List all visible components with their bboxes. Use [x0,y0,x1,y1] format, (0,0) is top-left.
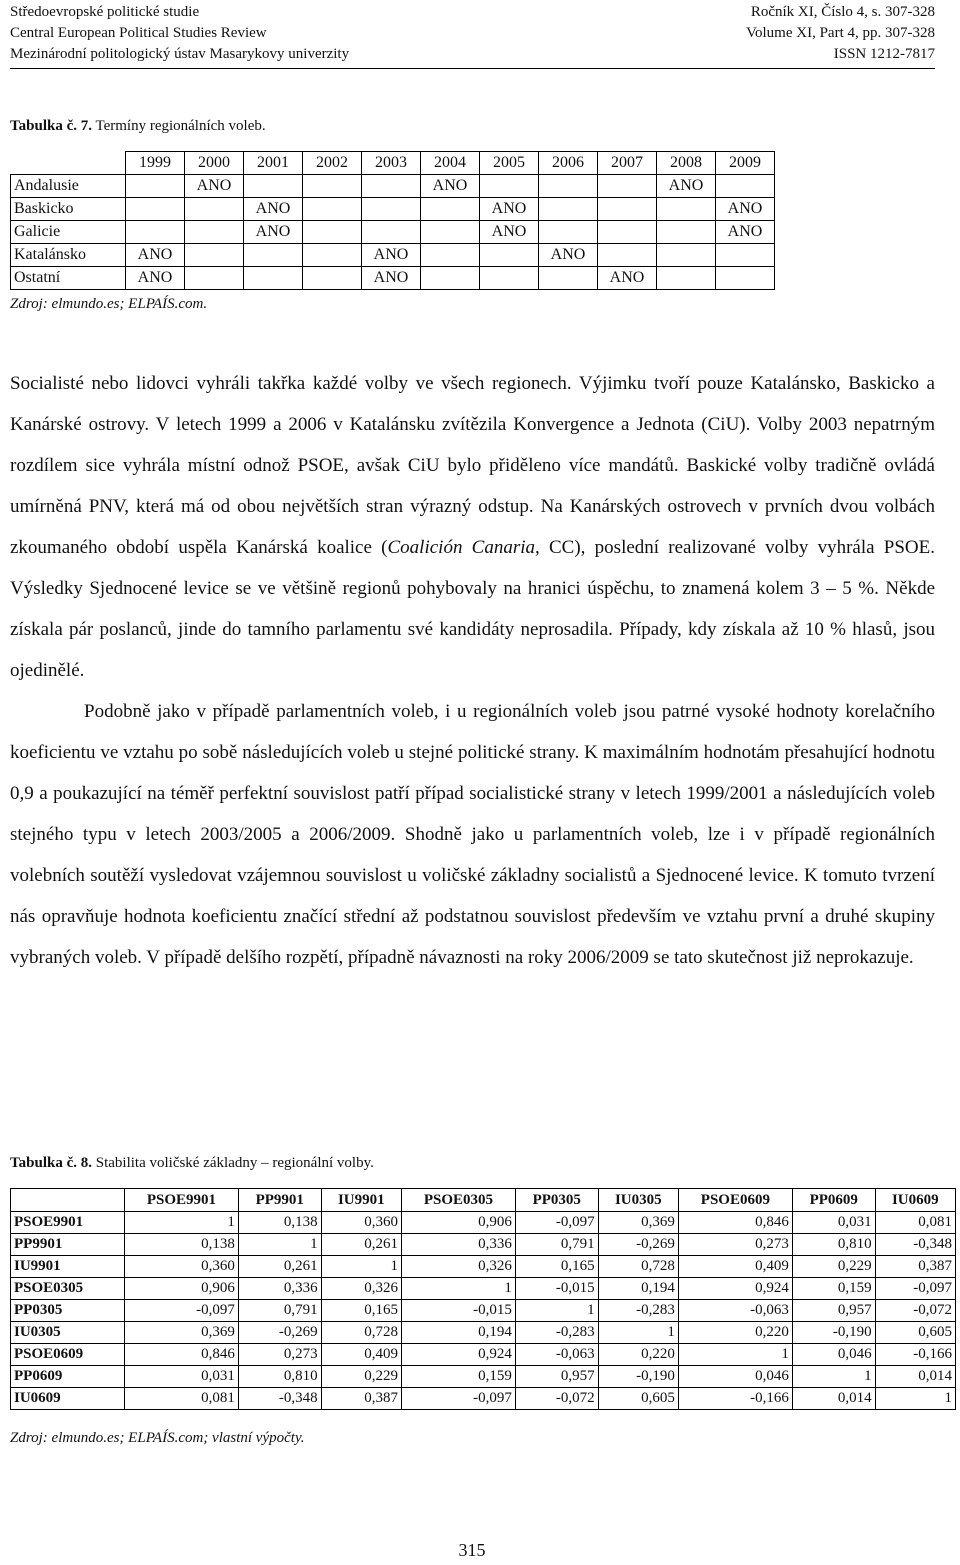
table8-cell: 1 [875,1388,955,1410]
table7-year-header: 2005 [480,152,539,175]
article-body [10,363,935,978]
table8-cell: 1 [321,1256,401,1278]
table8-cell: 0,165 [515,1256,598,1278]
table8-cell: -0,097 [515,1212,598,1234]
journal-name-en: Central European Political Studies Review [10,25,267,41]
table8-column-header: PP9901 [238,1189,321,1212]
table8-cell: 0,194 [401,1322,515,1344]
issn: ISSN 1212-7817 [833,46,935,62]
table7-cell [657,244,716,267]
table7-year-header: 1999 [126,152,185,175]
table8-cell: -0,097 [124,1300,238,1322]
table-row [11,1322,956,1344]
table7-cell [303,267,362,290]
table7-year-header: 2007 [598,152,657,175]
running-header-line-2 [10,23,935,43]
table8-column-header: IU0609 [875,1189,955,1212]
table7-cell: ANO [716,221,775,244]
table8-cell: -0,269 [598,1234,678,1256]
table8-cell: 0,138 [238,1212,321,1234]
table7-year-header: 2009 [716,152,775,175]
table7-cell [539,198,598,221]
table8-cell: 0,369 [124,1322,238,1344]
table7-cell [480,244,539,267]
table8-cell: 0,159 [792,1278,875,1300]
table8-cell: 1 [124,1212,238,1234]
table7-cell [362,175,421,198]
paragraph-1-text-a: Socialisté nebo lidovci vyhráli takřka každé volby ve všech regionech. Výjimku tvoří pouze Katalánsko, Baskicko a Kanárské ostrovy. V letech 1999 a 2006 v Katalánsku zvítězila Konvergence a Jednota (CiU). Volby 2003 nepatrným rozdílem sice vyhrála místní odnož PSOE, avšak CiU bylo přiděleno více mandátů. Baskické volby tradičně ovládá umírněná PNV, která má od obou největších stran výrazný odstup. Na Kanárských ostrovech v prvních dvou volbách zkoumaného období uspěla Kanárská koalice ( [10,373,935,558]
table7-year-header: 2006 [539,152,598,175]
table8-cell: -0,283 [598,1300,678,1322]
table7-year-header: 2000 [185,152,244,175]
table8-cell: 0,360 [124,1256,238,1278]
table8-cell: 0,165 [321,1300,401,1322]
table7-cell [421,198,480,221]
table8-cell: 1 [401,1278,515,1300]
table8-row-label: PSOE9901 [11,1212,125,1234]
table7-label: Tabulka č. 7. [10,118,92,134]
table8-cell: 0,273 [678,1234,792,1256]
table8-column-header: IU9901 [321,1189,401,1212]
table8-cell: -0,348 [875,1234,955,1256]
header-rule [10,68,935,69]
table7-cell [185,244,244,267]
table7-region-name: Galicie [11,221,126,244]
table8-cell: 0,326 [401,1256,515,1278]
table7-corner [11,152,126,175]
paragraph-2: Podobně jako v případě parlamentních voleb, i u regionálních voleb jsou patrné vysoké hodnoty korelačního koeficientu ve vztahu po sobě následujících voleb u stejné politické strany. K maximálním hodnotám přesahující hodnotu 0,9 a poukazující na téměř perfektní souvislost patří případ socialistické strany v letech 1999/2001 a následujících voleb stejného typu v letech 2003/2005 a 2006/2009. Shodně jako u parlamentních voleb, lze i v případě regionálních volebních soutěží vysledovat vzájemnou souvislost u voličské základny socialistů a Sjednocené levice. K tomuto tvrzení nás opravňuje hodnota koeficientu značící střední až podstatnou souvislost především ve vztahu první a druhé skupiny vybraných voleb. V případě delšího rozpětí, případně návaznosti na roky 2006/2009 se tato skutečnost již neprokazuje. [10,701,935,968]
paragraph-1 [10,363,935,691]
table8-cell: 0,031 [792,1212,875,1234]
table8-cell: -0,072 [515,1388,598,1410]
table8-cell: 0,605 [875,1322,955,1344]
table8-cell: 0,220 [598,1344,678,1366]
table8-row-label: IU0609 [11,1388,125,1410]
table8-source: Zdroj: elmundo.es; ELPAÍS.com; vlastní výpočty. [10,1430,305,1446]
table-row [11,1278,956,1300]
table8-cell: 0,728 [321,1322,401,1344]
table8-cell: 1 [678,1344,792,1366]
table8-cell: -0,190 [792,1322,875,1344]
table-row [11,221,775,244]
table8-cell: 0,194 [598,1278,678,1300]
table-row [11,175,775,198]
table8-cell: 0,326 [321,1278,401,1300]
table7-region-name: Baskicko [11,198,126,221]
table8-cell: 0,360 [321,1212,401,1234]
table7-cell [362,198,421,221]
table7-cell [303,198,362,221]
table8-cell: 0,791 [515,1234,598,1256]
table7-cell [657,267,716,290]
table8-column-header: PSOE0609 [678,1189,792,1212]
table8-cell: 0,924 [401,1344,515,1366]
table8-cell: 0,409 [678,1256,792,1278]
table8-cell: 0,014 [792,1388,875,1410]
table7-cell: ANO [539,244,598,267]
table-row [11,1234,956,1256]
table8-row-label: PP0609 [11,1366,125,1388]
table8-cell: 0,336 [238,1278,321,1300]
table8-cell: 0,409 [321,1344,401,1366]
table7-cell [539,175,598,198]
table7-cell [598,198,657,221]
table7-cell [539,221,598,244]
table8-column-header: IU0305 [598,1189,678,1212]
table8-cell: 0,031 [124,1366,238,1388]
table8-cell: 0,369 [598,1212,678,1234]
table8-cell: 0,229 [321,1366,401,1388]
table8-cell: -0,063 [678,1300,792,1322]
volume-issue-cz: Ročník XI, Číslo 4, s. 307-328 [750,4,935,20]
table8-cell: 0,387 [875,1256,955,1278]
table7-source: Zdroj: elmundo.es; ELPAÍS.com. [10,296,208,312]
table8-cell: 0,081 [875,1212,955,1234]
table-row [11,244,775,267]
table8-cell: -0,348 [238,1388,321,1410]
table8-cell: 0,957 [515,1366,598,1388]
table8-cell: 0,810 [792,1234,875,1256]
correlation-table [10,1188,956,1410]
table7-cell: ANO [126,267,185,290]
table7-region-name: Ostatní [11,267,126,290]
table7-cell [657,221,716,244]
table7-cell: ANO [480,221,539,244]
table8-cell: -0,269 [238,1322,321,1344]
table8-cell: 1 [515,1300,598,1322]
table7-cell: ANO [244,198,303,221]
table8-cell: 0,791 [238,1300,321,1322]
table8-title: Stabilita voličské základny – regionální volby. [95,1155,374,1171]
table8-cell: 0,046 [792,1344,875,1366]
table7-cell [185,198,244,221]
election-dates-table [10,151,775,290]
publisher-name: Mezinárodní politologický ústav Masarykovy univerzity [10,46,350,62]
table7-year-header: 2003 [362,152,421,175]
table8-cell: -0,097 [875,1278,955,1300]
table8-cell: 0,273 [238,1344,321,1366]
table7-region-name: Andalusie [11,175,126,198]
table-row [11,1212,956,1234]
table8-cell: 0,081 [124,1388,238,1410]
table-row [11,1256,956,1278]
table8-cell: 0,014 [875,1366,955,1388]
table-row [11,267,775,290]
table8-cell: 0,906 [124,1278,238,1300]
paragraph-1-text-b: , CC), poslední realizované volby vyhrála PSOE. Výsledky Sjednocené levice se ve většině regionů pohybovaly na hranici úspěchu, to znamená kolem 3 – 5 %. Někde získala pár poslanců, jinde do tamního parlamentu své kandidáty neprosadila. Případy, kdy získala až 10 % hlasů, jsou ojedinělé. [10,537,935,681]
table7-cell [716,267,775,290]
table7-cell [126,221,185,244]
table7-cell [539,267,598,290]
table7-cell [421,221,480,244]
table8-cell: 1 [598,1322,678,1344]
table7-cell: ANO [185,175,244,198]
running-header-line-3 [10,44,935,64]
table7-cell: ANO [657,175,716,198]
table-row [11,198,775,221]
table8-cell: -0,063 [515,1344,598,1366]
table7-cell: ANO [716,198,775,221]
table7-cell [362,221,421,244]
table8-cell: 0,229 [792,1256,875,1278]
table8-cell: 1 [238,1234,321,1256]
table8-column-header: PSOE9901 [124,1189,238,1212]
table8-cell: 0,159 [401,1366,515,1388]
table7-year-header: 2002 [303,152,362,175]
table8-cell: 0,810 [238,1366,321,1388]
table7-cell: ANO [598,267,657,290]
table7-cell: ANO [480,198,539,221]
table8-cell: 0,728 [598,1256,678,1278]
table8-cell: 0,220 [678,1322,792,1344]
table7-cell [185,267,244,290]
table8-cell: 0,846 [124,1344,238,1366]
table8-column-header: PP0305 [515,1189,598,1212]
table8-cell: 0,906 [401,1212,515,1234]
table8-cell: 0,605 [598,1388,678,1410]
table7-cell [126,198,185,221]
running-header-line-1 [10,2,935,22]
table8-cell: 0,846 [678,1212,792,1234]
table8-corner [11,1189,125,1212]
table7-cell [303,221,362,244]
table8-cell: 1 [792,1366,875,1388]
table8-row-label: IU9901 [11,1256,125,1278]
table7-year-header: 2001 [244,152,303,175]
table7-year-header: 2008 [657,152,716,175]
table8-label: Tabulka č. 8. [10,1155,92,1171]
table8-cell: 0,336 [401,1234,515,1256]
table7-cell: ANO [244,221,303,244]
table7-cell [598,175,657,198]
table8-row-label: PP9901 [11,1234,125,1256]
table8-column-header: PSOE0305 [401,1189,515,1212]
table7-cell [244,267,303,290]
table-row [11,1388,956,1410]
table8-cell: -0,166 [875,1344,955,1366]
table7-cell [716,244,775,267]
table7-year-header: 2004 [421,152,480,175]
page-number: 315 [458,1540,486,1560]
table8-cell: 0,261 [321,1234,401,1256]
table8-header-row [11,1189,956,1212]
table8-cell: 0,924 [678,1278,792,1300]
table-row [11,1366,956,1388]
table8-cell: 0,387 [321,1388,401,1410]
table7-cell [657,198,716,221]
table-row [11,1300,956,1322]
table7-cell [421,267,480,290]
table7-cell [598,244,657,267]
table8-cell: 0,138 [124,1234,238,1256]
table8-body [11,1212,956,1410]
table8-caption [10,1155,374,1172]
table7-cell: ANO [421,175,480,198]
table7-cell: ANO [126,244,185,267]
table8-cell: -0,097 [401,1388,515,1410]
table7-title: Termíny regionálních voleb. [95,118,266,134]
table-row [11,1344,956,1366]
table7-cell [421,244,480,267]
table8-row-label: PP0305 [11,1300,125,1322]
table8-row-label: PSOE0305 [11,1278,125,1300]
table8-cell: -0,283 [515,1322,598,1344]
table7-body [11,175,775,290]
volume-issue-en: Volume XI, Part 4, pp. 307-328 [746,25,935,41]
table8-row-label: IU0305 [11,1322,125,1344]
table7-cell [185,221,244,244]
table8-cell: -0,190 [598,1366,678,1388]
table7-cell [244,175,303,198]
table8-cell: 0,046 [678,1366,792,1388]
table7-cell [303,244,362,267]
table8-cell: -0,166 [678,1388,792,1410]
table7-cell [303,175,362,198]
table7-cell [716,175,775,198]
table8-cell: -0,072 [875,1300,955,1322]
table8-column-header: PP0609 [792,1189,875,1212]
table8-cell: -0,015 [401,1300,515,1322]
table7-cell [480,267,539,290]
table7-cell [244,244,303,267]
table7-cell [126,175,185,198]
table7-header-row [11,152,775,175]
table8-cell: 0,957 [792,1300,875,1322]
table7-cell: ANO [362,244,421,267]
table7-region-name: Katalánsko [11,244,126,267]
paragraph-1-italic: Coalición Canaria [387,537,536,558]
journal-name-cz: Středoevropské politické studie [10,4,200,20]
table7-cell [480,175,539,198]
table7-cell [598,221,657,244]
table8-row-label: PSOE0609 [11,1344,125,1366]
table8-cell: 0,261 [238,1256,321,1278]
table7-caption [10,118,266,135]
table8-cell: -0,015 [515,1278,598,1300]
table7-cell: ANO [362,267,421,290]
